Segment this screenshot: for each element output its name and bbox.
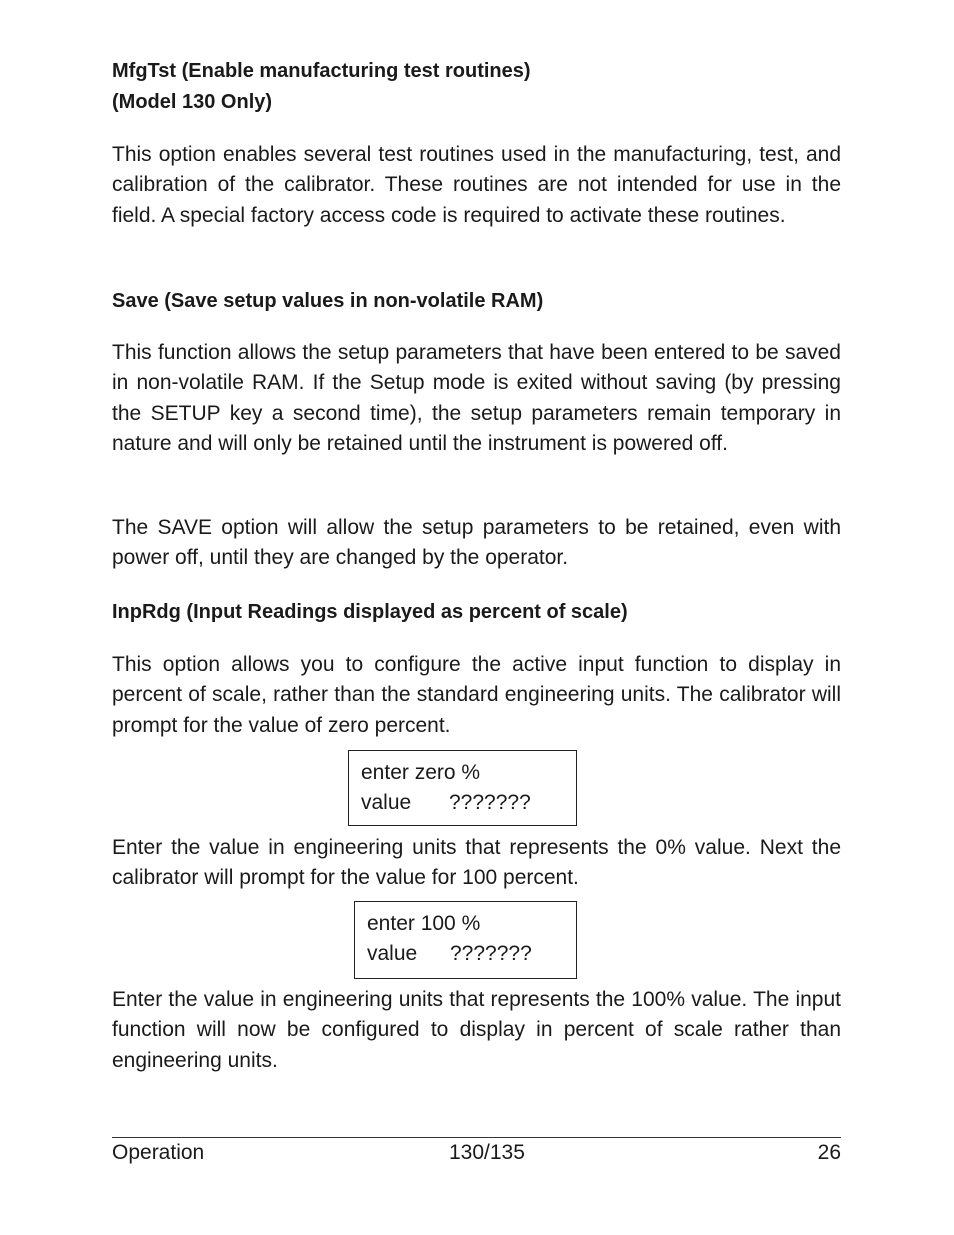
paragraph: Enter the value in engineering units that represents the 100% value. The input function will now be configured to display in percent of scale rather than engineering units. [112,988,841,1072]
display-text: enter 100 % [367,912,481,935]
section-save-body [112,338,841,459]
paragraph: Enter the value in engineering units that represents the 0% value. Next the calibrator will prompt for the value for 100 percent. [112,836,841,890]
footer-section-label: Operation [112,1141,205,1164]
section-save-body-2 [112,513,841,574]
display-prompt-zero [348,750,577,826]
display-line [367,939,576,969]
section-inprdg-body-3 [112,985,841,1076]
paragraph: This option enables several test routines used in the manufacturing, test, and calibration of the calibrator. These routines are not intended for use in the field. A special factory access code is required to activate these routines. [112,143,841,227]
section-mfgtst-heading [112,56,841,117]
section-save-heading [112,286,841,317]
section-mfgtst-body [112,140,841,231]
display-label: value [361,791,412,814]
display-value: ??????? [450,942,532,965]
section-inprdg-body [112,650,841,741]
section-inprdg-body-2 [112,833,841,894]
page-number: 26 [817,1141,841,1164]
section-heading-subtitle: (Model 130 Only) [112,90,273,113]
footer-divider [112,1137,841,1138]
paragraph: This function allows the setup parameters that have been entered to be saved in non-volatile RAM. If the Setup mode is exited without saving (by pressing the SETUP key a second time), the setup parameters remain temporary in nature and will only be retained until the instrument is powered off. [112,341,841,455]
paragraph: The SAVE option will allow the setup parameters to be retained, even with power off, until they are changed by the operator. [112,516,841,570]
section-heading: Save (Save setup values in non-volatile RAM) [112,290,544,312]
display-text: enter zero % [361,761,481,784]
display-value: ??????? [449,791,531,814]
footer-model-label: 130/135 [449,1141,525,1164]
display-line [367,909,576,939]
section-heading: MfgTst (Enable manufacturing test routines) [112,60,531,82]
section-inprdg-heading [112,597,841,628]
display-line [361,788,576,818]
section-heading: InpRdg (Input Readings displayed as percent of scale) [112,601,628,623]
paragraph: This option allows you to configure the active input function to display in percent of scale, rather than the standard engineering units. The calibrator will prompt for the value of zero percent. [112,653,841,737]
display-prompt-hundred [354,901,577,979]
display-line [361,758,576,788]
display-label: value [367,942,418,965]
